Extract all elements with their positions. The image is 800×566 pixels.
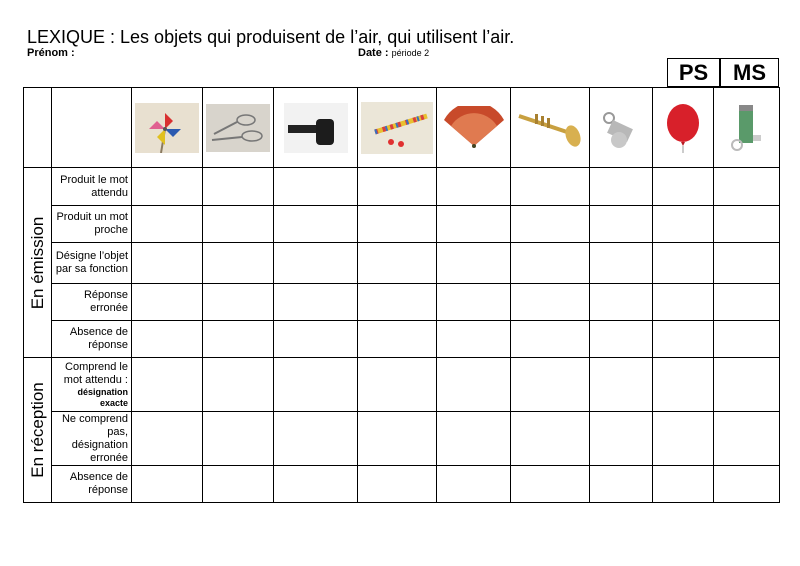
whisks-icon [206, 104, 270, 152]
object-cell-whistle [590, 88, 653, 168]
answer-cell[interactable] [358, 284, 437, 321]
answer-cell[interactable] [653, 243, 714, 284]
level-box-ps: PS [667, 58, 720, 87]
answer-cell[interactable] [358, 412, 437, 466]
answer-cell[interactable] [203, 168, 274, 206]
answer-cell[interactable] [511, 321, 590, 358]
object-cell-bubble-bottle [714, 88, 780, 168]
criterion-label: Produit le mot attendu [52, 168, 132, 206]
answer-cell[interactable] [274, 412, 358, 466]
section-reception [24, 358, 52, 503]
answer-cell[interactable] [511, 206, 590, 243]
answer-cell[interactable] [511, 243, 590, 284]
answer-cell[interactable] [274, 168, 358, 206]
criterion-text: Comprend le mot attendu : [63, 360, 128, 386]
criterion-label [52, 358, 132, 412]
answer-cell[interactable] [714, 321, 780, 358]
date-value: période 2 [391, 48, 430, 58]
answer-cell[interactable] [274, 358, 358, 412]
section-label: En émission [27, 216, 47, 309]
answer-cell[interactable] [132, 358, 203, 412]
criterion-row [24, 412, 780, 466]
answer-cell[interactable] [511, 358, 590, 412]
answer-cell[interactable] [132, 243, 203, 284]
answer-cell[interactable] [437, 358, 511, 412]
answer-cell[interactable] [132, 412, 203, 466]
answer-cell[interactable] [203, 284, 274, 321]
answer-cell[interactable] [511, 168, 590, 206]
criterion-label: Désigne l’objet par sa fonction [52, 243, 132, 284]
answer-cell[interactable] [274, 284, 358, 321]
answer-cell[interactable] [203, 412, 274, 466]
answer-cell[interactable] [653, 206, 714, 243]
object-cell-hand-fan [437, 88, 511, 168]
object-cell-hair-dryer [274, 88, 358, 168]
answer-cell[interactable] [714, 412, 780, 466]
answer-cell[interactable] [274, 243, 358, 284]
object-cell-whisks [203, 88, 274, 168]
criterion-label: Absence de réponse [52, 466, 132, 503]
level-box-ms: MS [720, 58, 779, 87]
blowpipe-icon [361, 102, 433, 154]
object-cell-pinwheel [132, 88, 203, 168]
answer-cell[interactable] [590, 168, 653, 206]
criterion-row [24, 206, 780, 243]
answer-cell[interactable] [590, 284, 653, 321]
date-label: Date : [358, 47, 389, 59]
trumpet-icon [515, 104, 585, 152]
criterion-label: Produit un mot proche [52, 206, 132, 243]
hair-dryer-icon [284, 103, 348, 153]
evaluation-grid [23, 87, 780, 503]
image-row [24, 88, 780, 168]
answer-cell[interactable] [203, 321, 274, 358]
answer-cell[interactable] [653, 168, 714, 206]
bubble-bottle-icon [727, 101, 767, 155]
answer-cell[interactable] [203, 206, 274, 243]
answer-cell[interactable] [132, 321, 203, 358]
answer-cell[interactable] [714, 168, 780, 206]
answer-cell[interactable] [358, 206, 437, 243]
answer-cell[interactable] [274, 466, 358, 503]
answer-cell[interactable] [653, 284, 714, 321]
corner-cell [52, 88, 132, 168]
criterion-subtext: désignation exacte [77, 386, 128, 408]
answer-cell[interactable] [653, 466, 714, 503]
answer-cell[interactable] [437, 321, 511, 358]
answer-cell[interactable] [511, 284, 590, 321]
answer-cell[interactable] [437, 206, 511, 243]
balloon-icon [663, 103, 703, 153]
section-label: En réception [27, 382, 47, 478]
answer-cell[interactable] [132, 168, 203, 206]
criterion-row [24, 321, 780, 358]
criterion-label: Ne comprend pas, désignation erronée [52, 412, 132, 466]
hand-fan-icon [442, 106, 506, 150]
answer-cell[interactable] [203, 243, 274, 284]
criterion-row [24, 358, 780, 412]
answer-cell[interactable] [714, 284, 780, 321]
object-cell-trumpet [511, 88, 590, 168]
answer-cell[interactable] [511, 412, 590, 466]
criterion-row [24, 168, 780, 206]
corner-cell [24, 88, 52, 168]
answer-cell[interactable] [653, 412, 714, 466]
answer-cell[interactable] [590, 206, 653, 243]
answer-cell[interactable] [437, 466, 511, 503]
answer-cell[interactable] [358, 466, 437, 503]
answer-cell[interactable] [714, 243, 780, 284]
answer-cell[interactable] [132, 466, 203, 503]
object-cell-balloon [653, 88, 714, 168]
criterion-label: Absence de réponse [52, 321, 132, 358]
criterion-row [24, 243, 780, 284]
criterion-row [24, 466, 780, 503]
answer-cell[interactable] [653, 358, 714, 412]
answer-cell[interactable] [714, 358, 780, 412]
prenom-label: Prénom : [27, 47, 75, 59]
answer-cell[interactable] [590, 243, 653, 284]
criterion-label: Réponse erronée [52, 284, 132, 321]
pinwheel-icon [135, 103, 199, 153]
answer-cell[interactable] [714, 466, 780, 503]
answer-cell[interactable] [437, 243, 511, 284]
answer-cell[interactable] [203, 466, 274, 503]
answer-cell[interactable] [358, 358, 437, 412]
whistle-icon [597, 106, 645, 150]
answer-cell[interactable] [714, 206, 780, 243]
answer-cell[interactable] [437, 168, 511, 206]
answer-cell[interactable] [590, 321, 653, 358]
answer-cell[interactable] [511, 466, 590, 503]
answer-cell[interactable] [437, 412, 511, 466]
answer-cell[interactable] [358, 168, 437, 206]
object-cell-blowpipe [358, 88, 437, 168]
answer-cell[interactable] [358, 321, 437, 358]
answer-cell[interactable] [590, 358, 653, 412]
criterion-row [24, 284, 780, 321]
answer-cell[interactable] [132, 206, 203, 243]
answer-cell[interactable] [590, 412, 653, 466]
answer-cell[interactable] [653, 321, 714, 358]
page-title: LEXIQUE : Les objets qui produisent de l’air, qui utilisent l’air. [27, 27, 515, 47]
answer-cell[interactable] [274, 321, 358, 358]
answer-cell[interactable] [590, 466, 653, 503]
answer-cell[interactable] [358, 243, 437, 284]
answer-cell[interactable] [274, 206, 358, 243]
answer-cell[interactable] [203, 358, 274, 412]
answer-cell[interactable] [437, 284, 511, 321]
section-emission [24, 168, 52, 358]
answer-cell[interactable] [132, 284, 203, 321]
date-field [358, 47, 429, 59]
